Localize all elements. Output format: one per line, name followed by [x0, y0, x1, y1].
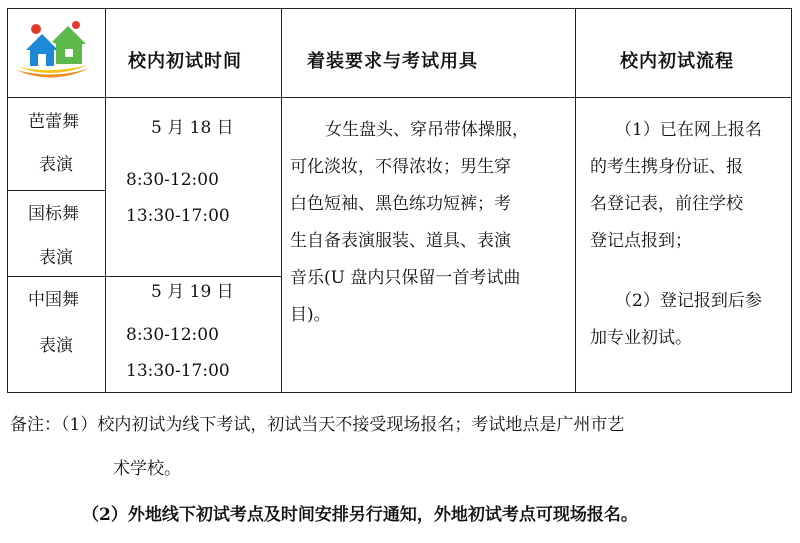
dress-line-2: 可化淡妆，不得浓妆；男生穿	[290, 157, 511, 177]
schedule-time-am-1: 8:30-12:00	[126, 170, 219, 190]
process-step2-line2: 加专业初试。	[590, 328, 692, 348]
table-border-bottom	[7, 392, 792, 393]
process-step1-line3: 名登记表，前往学校	[590, 194, 743, 214]
process-step1-line4: 登记点报到；	[590, 231, 692, 251]
row-divider-1	[7, 190, 105, 191]
note-line-3: （2）外地线下初试考点及时间安排另行通知，外地初试考点可现场报名。	[82, 505, 638, 525]
process-step1-line2: 的考生携身份证、报	[590, 157, 743, 177]
col-divider-3	[575, 8, 576, 393]
category-ballet-line2: 表演	[39, 155, 73, 175]
category-chinese-dance-line2: 表演	[39, 336, 73, 356]
category-chinese-dance-line1: 中国舞	[28, 290, 79, 310]
col-divider-2	[281, 8, 282, 393]
schedule-time-pm-2: 13:30-17:00	[126, 361, 230, 381]
category-ballet-line1: 芭蕾舞	[28, 112, 79, 132]
header-exam-time: 校内初试时间	[128, 51, 242, 72]
note-line-1: 备注：（1）校内初试为线下考试，初试当天不接受现场报名；考试地点是广州市艺	[10, 415, 625, 435]
schedule-date-2: 5 月 19 日	[151, 282, 234, 302]
process-step1-line1: （1）已在网上报名	[615, 120, 762, 140]
table-border-top	[7, 8, 792, 9]
col-divider-1	[105, 8, 106, 393]
dress-line-5: 音乐(U 盘内只保留一首考试曲	[290, 268, 521, 288]
process-step2-line1: （2）登记报到后参	[615, 291, 762, 311]
schedule-date-1: 5 月 18 日	[151, 118, 234, 138]
dress-line-1: 女生盘头、穿吊带体操服，	[325, 120, 529, 140]
table-border-right	[791, 8, 792, 393]
dress-line-6: 目)。	[290, 305, 331, 325]
note-line-2: 术学校。	[113, 459, 181, 479]
schedule-time-am-2: 8:30-12:00	[126, 325, 219, 345]
category-ballroom-line2: 表演	[39, 248, 73, 268]
schedule-time-pm-1: 13:30-17:00	[126, 206, 230, 226]
school-logo	[12, 20, 94, 86]
table-border-left	[7, 8, 8, 393]
row-divider-2	[7, 276, 281, 277]
dress-line-3: 白色短袖、黑色练功短裤；考	[290, 194, 511, 214]
header-exam-process: 校内初试流程	[620, 51, 734, 72]
header-dress-code: 着装要求与考试用具	[307, 51, 478, 72]
category-ballroom-line1: 国标舞	[28, 204, 79, 224]
header-divider	[7, 97, 792, 98]
dress-line-4: 生自备表演服装、道具、表演	[290, 231, 511, 251]
